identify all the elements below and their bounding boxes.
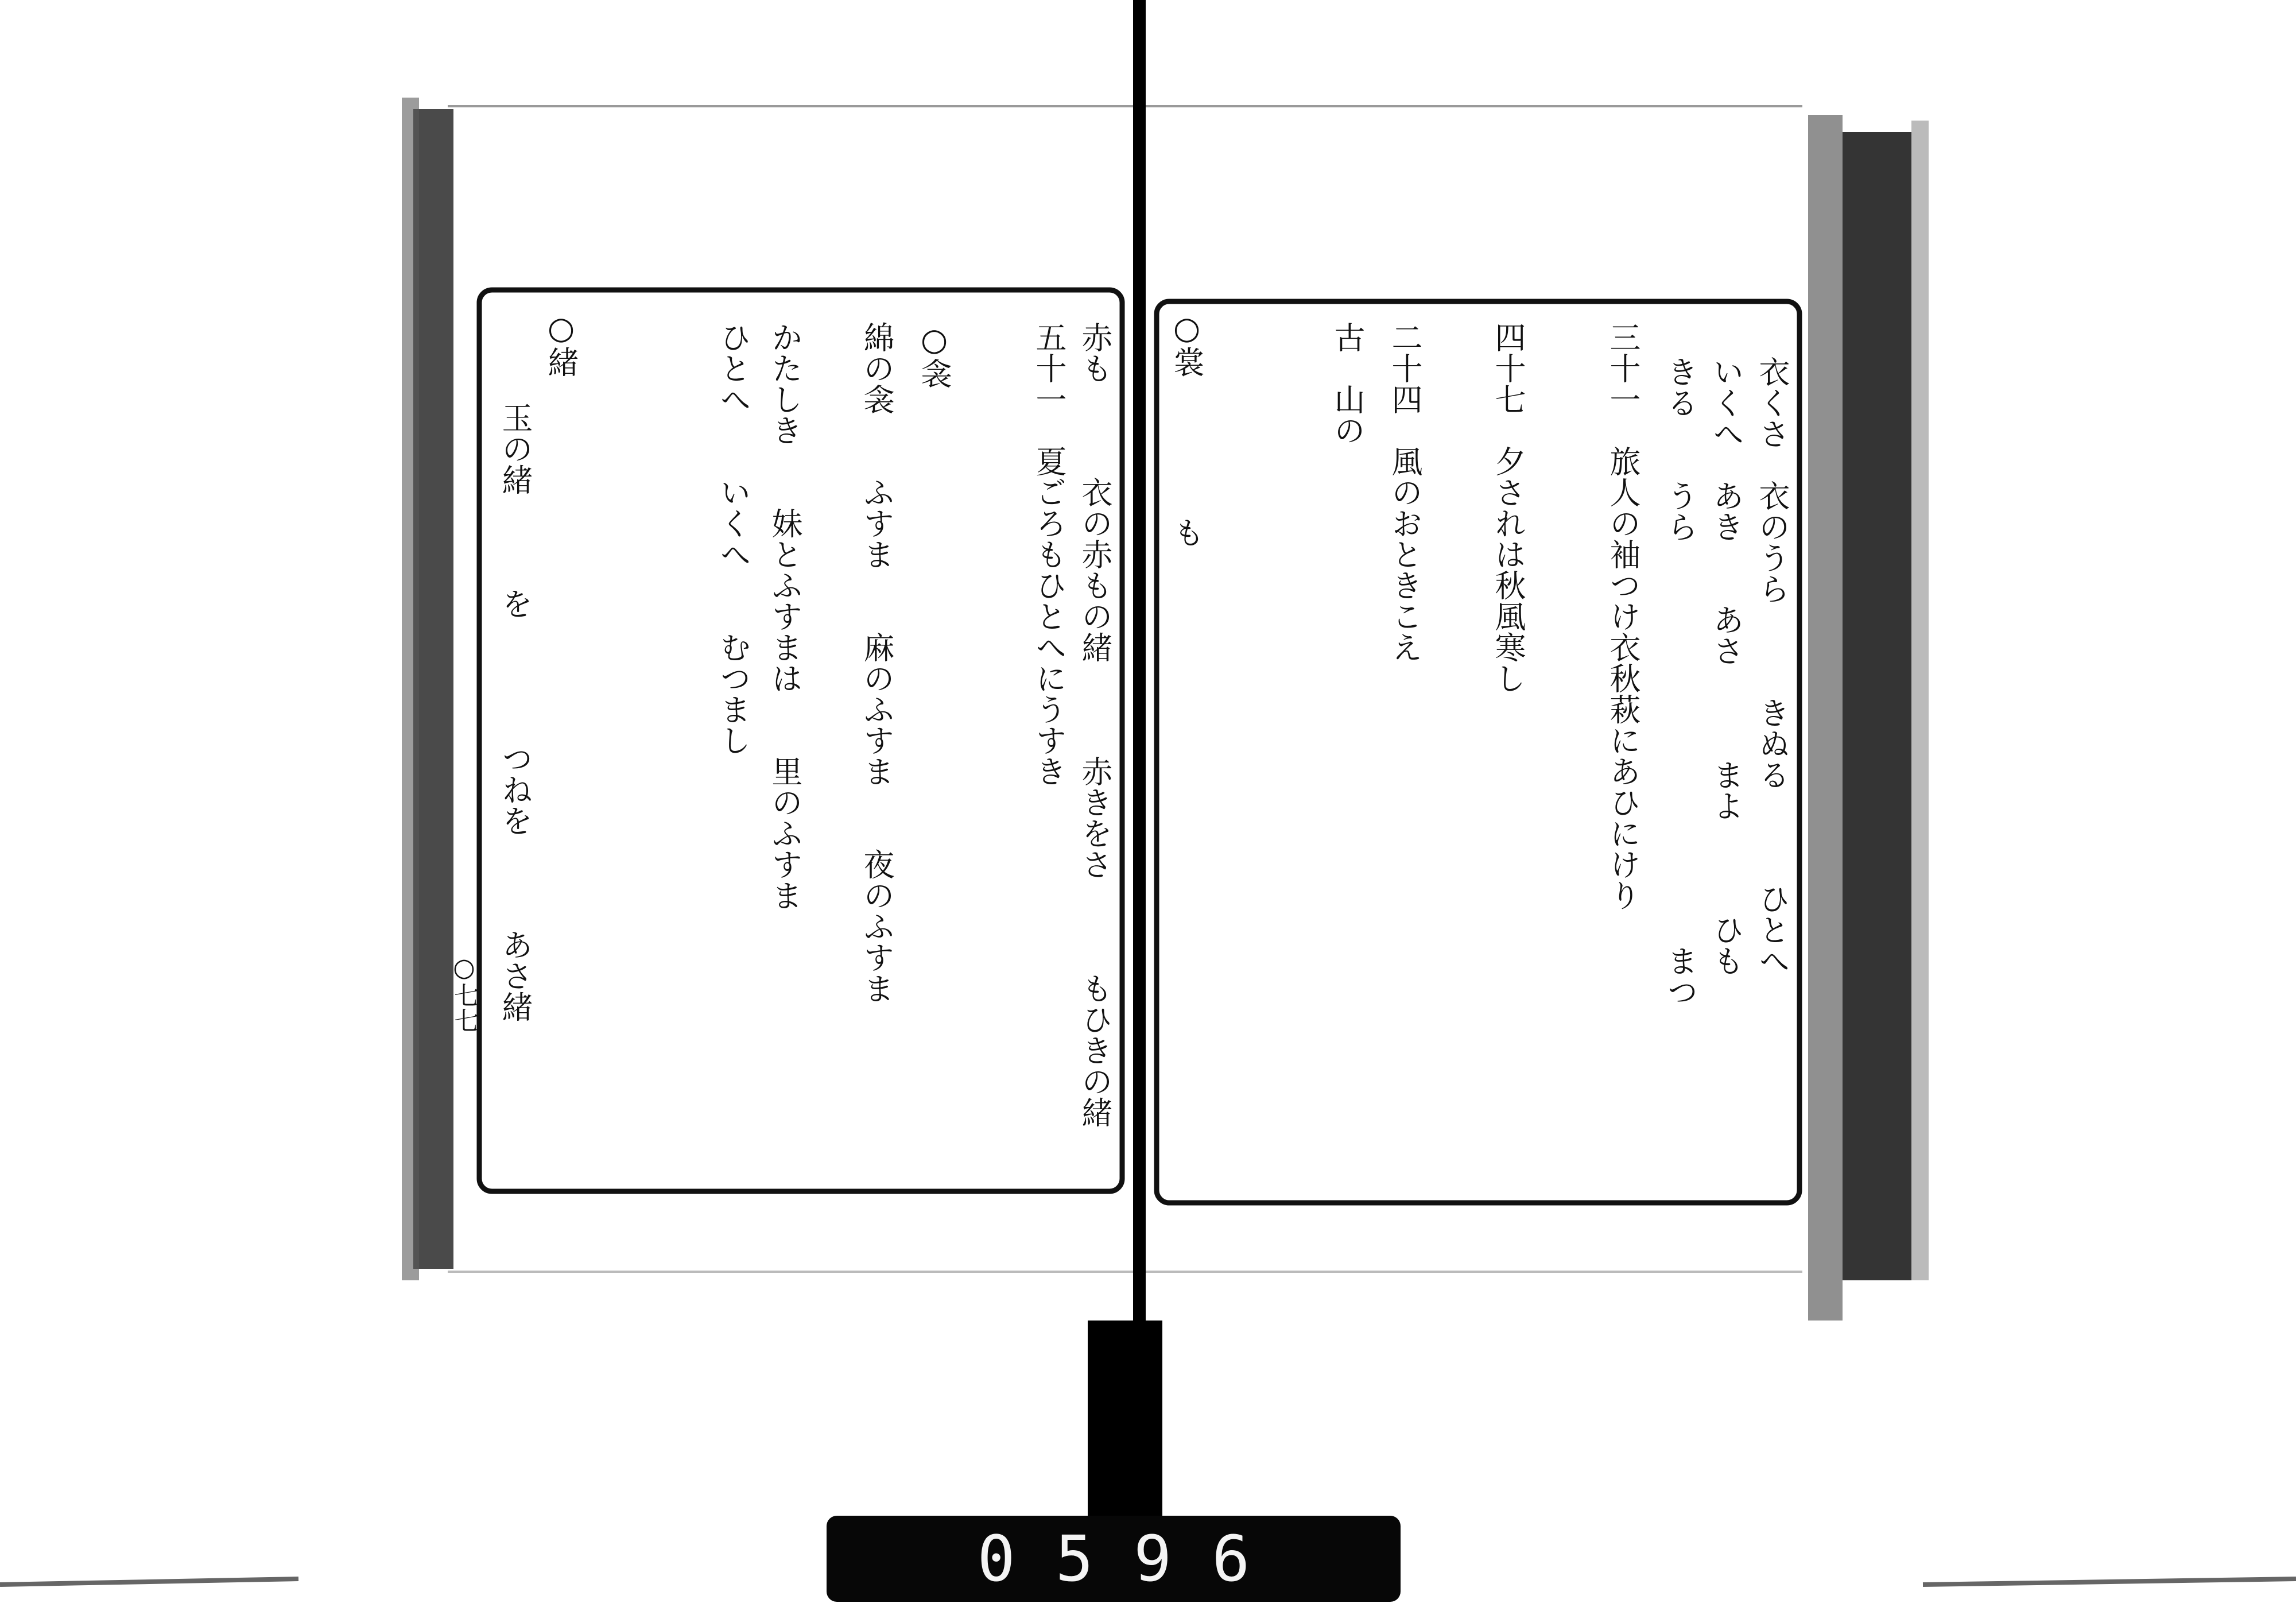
microfilm-frame-number: [827, 1516, 1401, 1602]
left-col-6: ひとへ いくへ むつまし: [715, 322, 751, 756]
right-col-3: きる うら まつ: [1662, 356, 1698, 1007]
left-col-3: ○衾: [916, 322, 952, 389]
right-col-4: 三十一 旅人の袖つけ衣秋萩にあひにけり: [1605, 322, 1641, 911]
right-col-2: いくへ あき あさ まよ ひも: [1708, 356, 1744, 976]
frame-number-text: 0596: [977, 1522, 1290, 1596]
right-col-9: も: [1169, 517, 1205, 548]
left-col-4: 綿の衾 ふすま 麻のふすま 夜のふすま: [859, 322, 895, 1004]
left-col-5: かたしき 妹とふすまは 里のふすま: [767, 322, 803, 911]
left-col-2: 五十一 夏ごろもひとへにうすき: [1031, 322, 1067, 787]
right-col-5: 四十七 夕されは秋風寒し: [1490, 322, 1526, 694]
right-col-1: 衣くさ 衣のうら きぬる ひとへ: [1754, 356, 1790, 976]
left-col-1: 赤も 衣の赤もの緒 赤きをさ もひきの緒: [1077, 322, 1113, 1128]
left-col-7: ○緒: [543, 310, 579, 377]
left-col-8: 玉の緒 を つねを あさ緒: [497, 402, 533, 1022]
right-col-6: 二十四 風のおときこえ: [1387, 322, 1423, 663]
right-col-8: ○裳: [1169, 310, 1205, 377]
right-col-7: 古 山の: [1329, 322, 1366, 446]
page-number: ○七七: [449, 953, 479, 1033]
